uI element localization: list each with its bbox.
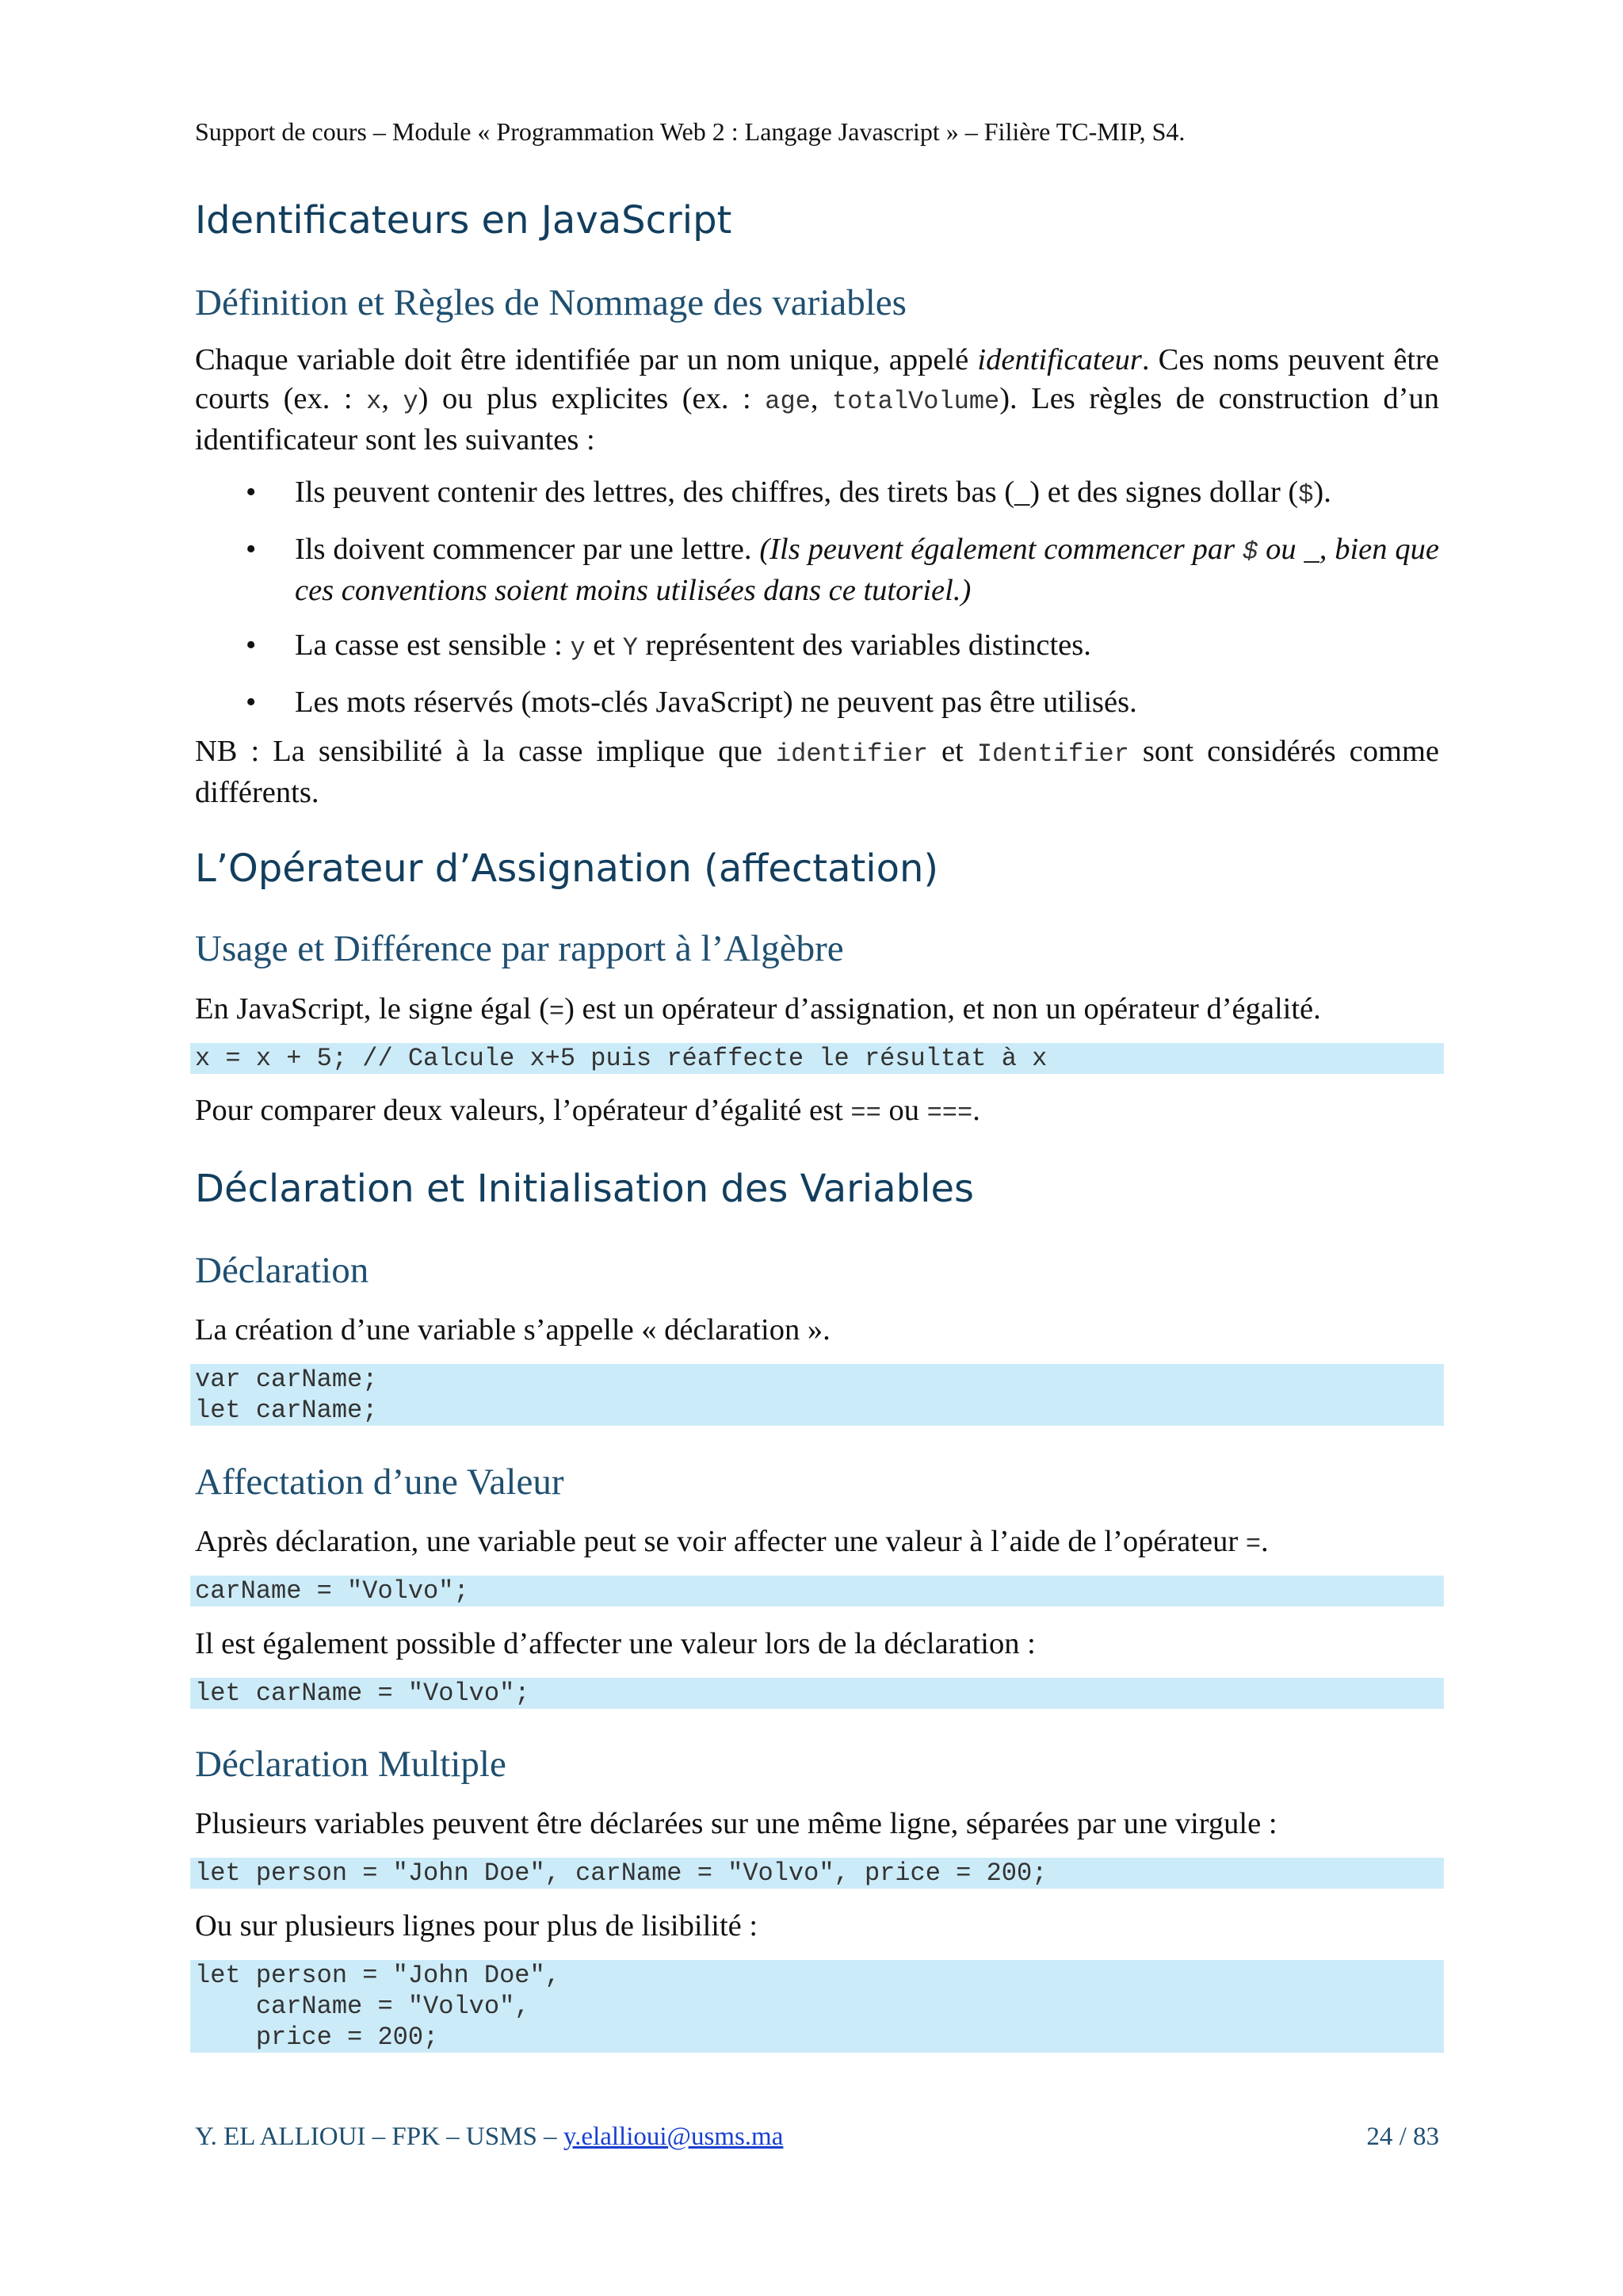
list-item: • Les mots réservés (mots-clés JavaScript) ne peuvent pas être utilisés. [195, 683, 1439, 722]
multiple-paragraph: Plusieurs variables peuvent être déclarées sur une même ligne, séparées par une virgule : [195, 1807, 1277, 1840]
rules-list [195, 473, 1439, 722]
code-block-assignation: x = x + 5; // Calcule x+5 puis réaffecte le résultat à x [190, 1043, 1444, 1074]
running-header: Support de cours – Module « Programmation Web 2 : Langage Javascript » – Filière TC-MIP, S4. [195, 117, 1186, 146]
subsection-title-usage: Usage et Différence par rapport à l’Algèbre [195, 928, 844, 969]
bullet-icon: • [246, 476, 257, 509]
bullet-icon: • [246, 686, 257, 719]
inline-code-totalvolume: totalVolume [832, 387, 1000, 416]
nb-paragraph: NB : La sensibilité à la casse implique que identifier et Identifier sont considérés comme différents. [195, 735, 1439, 809]
section-title-identificateurs: Identificateurs en JavaScript [195, 198, 732, 243]
code-block-multiple-lines: let person = "John Doe", carName = "Volvo", price = 200; [190, 1960, 1444, 2053]
inline-code-x: x [366, 387, 382, 416]
assignation-paragraph: En JavaScript, le signe égal (=) est un opérateur d’assignation, et non un opérateur d’égalité. [195, 992, 1321, 1026]
affectation-paragraph: Après déclaration, une variable peut se voir affecter une valeur à l’aide de l’opérateur =. [195, 1525, 1269, 1559]
list-item: • Ils doivent commencer par une lettre. (Ils peuvent également commencer par $ ou _, bien que ces conventions soient moins utilisées dans ce tutoriel.) [195, 530, 1439, 610]
page-number: 24 / 83 [1366, 2122, 1439, 2151]
bullet-icon: • [246, 533, 257, 566]
code-block-affectation-declaration: let carName = "Volvo"; [190, 1678, 1444, 1709]
subsection-title-affectation: Affectation d’une Valeur [195, 1461, 564, 1503]
declaration-paragraph: La création d’une variable s’appelle « déclaration ». [195, 1313, 831, 1347]
code-block-multiple-inline: let person = "John Doe", carName = "Volvo", price = 200; [190, 1858, 1444, 1889]
footer-email-link[interactable]: y.elallioui@usms.ma [563, 2122, 784, 2151]
multiple-lines-paragraph: Ou sur plusieurs lignes pour plus de lisibilité : [195, 1909, 758, 1943]
subsection-title-declaration: Déclaration [195, 1250, 369, 1291]
comparison-paragraph: Pour comparer deux valeurs, l’opérateur d’égalité est == ou ===. [195, 1094, 980, 1128]
inline-code-y: y [403, 387, 418, 416]
term-identificateur: identificateur [977, 343, 1142, 376]
footer-author: Y. EL ALLIOUI – FPK – USMS – [195, 2122, 563, 2151]
list-item: • La casse est sensible : y et Y représentent des variables distinctes. [195, 626, 1439, 667]
page-footer [195, 2120, 1439, 2153]
inline-code-age: age [765, 387, 811, 416]
bullet-icon: • [246, 628, 257, 662]
section-title-declaration: Déclaration et Initialisation des Variables [195, 1167, 974, 1211]
section-title-assignation: L’Opérateur d’Assignation (affectation) [195, 846, 939, 891]
subsection-title-definition: Définition et Règles de Nommage des variables [195, 282, 907, 323]
code-block-affectation: carName = "Volvo"; [190, 1576, 1444, 1606]
list-item: • Ils peuvent contenir des lettres, des chiffres, des tirets bas (_) et des signes dollar ($). [195, 473, 1439, 514]
subsection-title-multiple: Déclaration Multiple [195, 1744, 506, 1785]
code-block-declaration: var carName; let carName; [190, 1364, 1444, 1426]
affectation-declaration-paragraph: Il est également possible d’affecter une valeur lors de la déclaration : [195, 1627, 1036, 1660]
intro-paragraph: Chaque variable doit être identifiée par un nom unique, appelé identificateur. Ces noms peuvent être courts (ex. : x, y) ou plus explicites (ex. : age, totalVolume). Les règles de construction d’un identificateur sont les suivantes : [195, 343, 1439, 457]
